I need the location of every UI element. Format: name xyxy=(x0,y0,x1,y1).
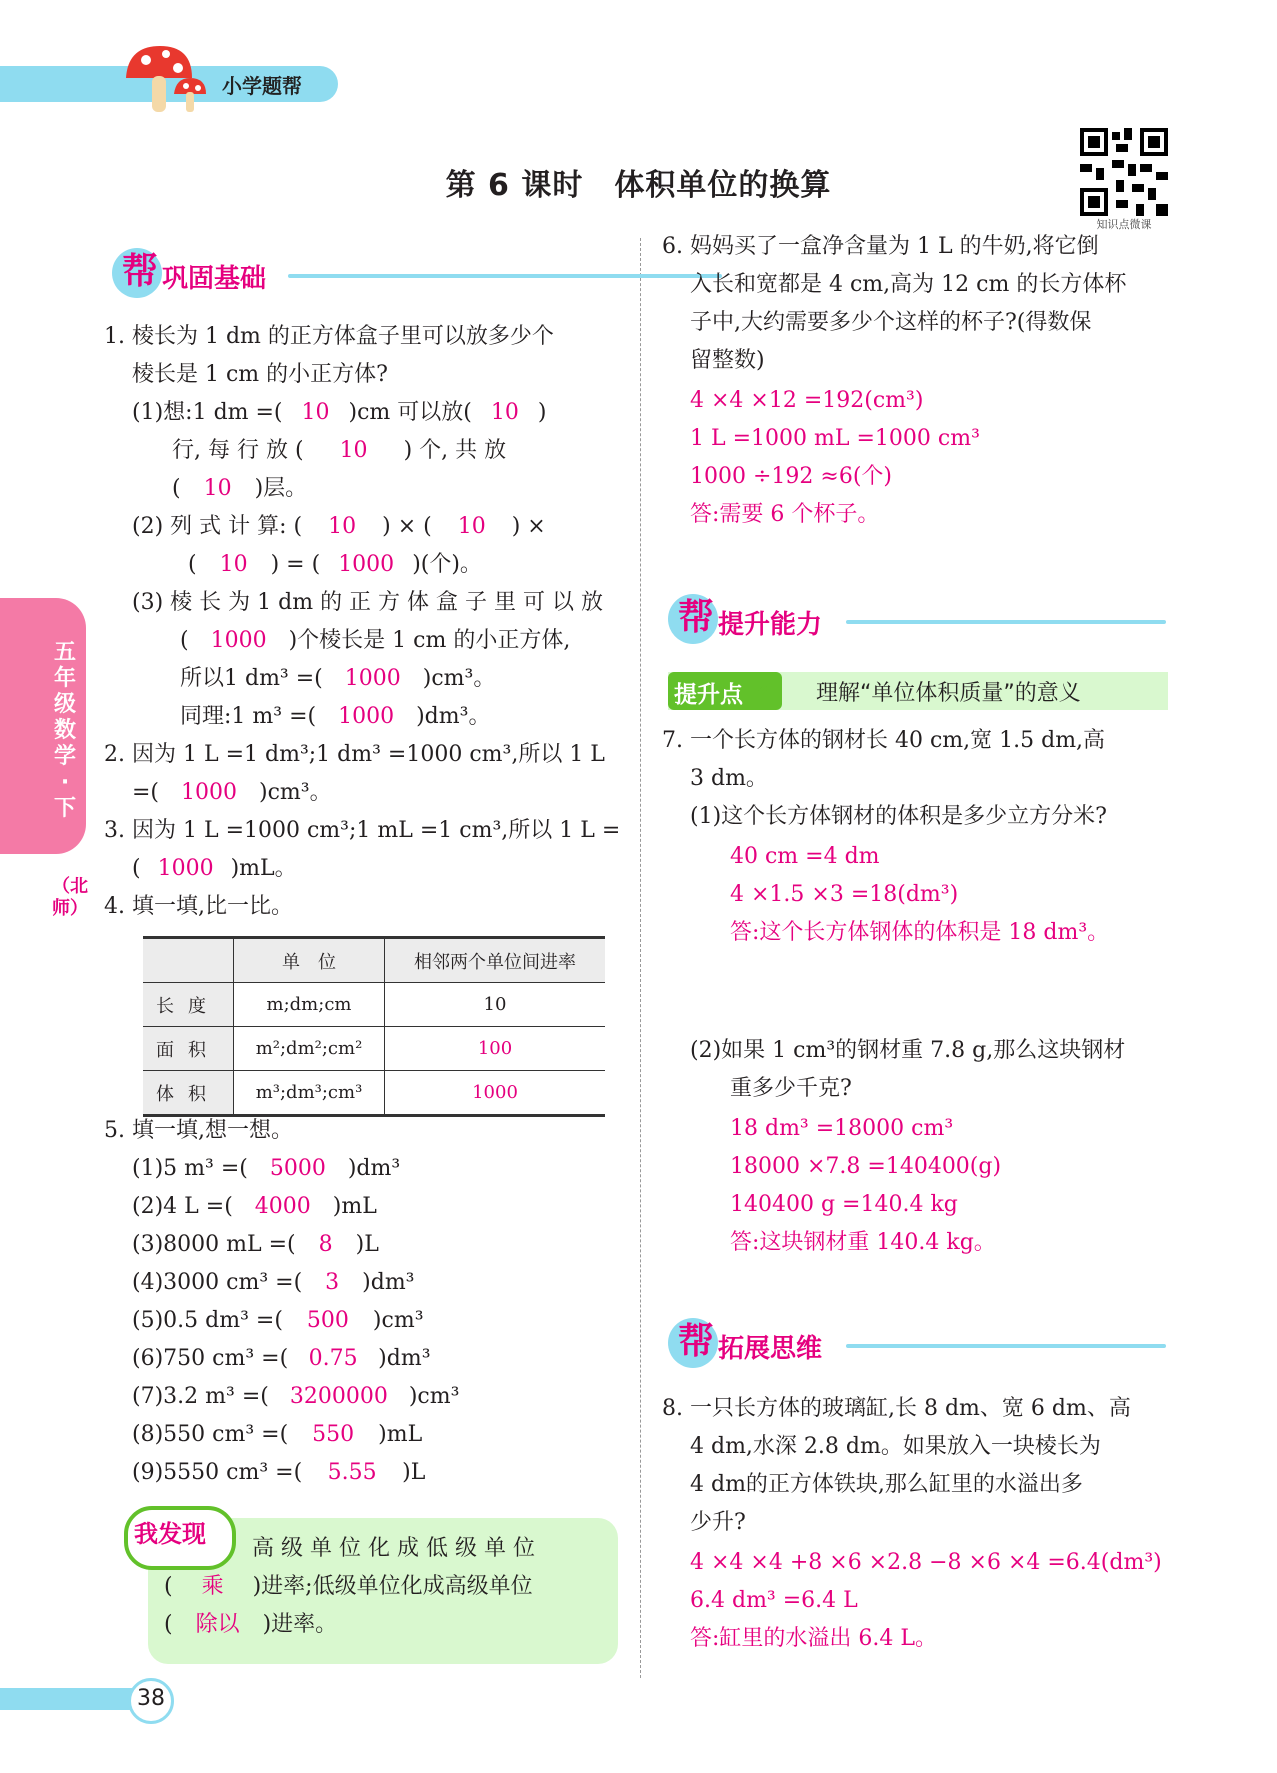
text: =( xyxy=(132,780,160,805)
q1-part1 xyxy=(172,434,506,468)
q7-answer: 答:这个长方体钢体的体积是 18 dm³。 xyxy=(730,920,1110,945)
q7-part2: (2)如果 1 cm³的钢材重 7.8 g,那么这块钢材 xyxy=(690,1038,1126,1063)
answer: 0.75 xyxy=(308,1346,358,1371)
section-line xyxy=(846,620,1166,624)
q7-solution: 140400 g =140.4 kg xyxy=(730,1192,958,1217)
q7-stem: 7. 一个长方体的钢材长 40 cm,宽 1.5 dm,高 xyxy=(662,728,1106,753)
answer: 乘 xyxy=(201,1574,224,1599)
q1-part2 xyxy=(188,548,482,582)
list-item xyxy=(132,1190,377,1224)
list-item xyxy=(132,1418,422,1452)
table-header xyxy=(143,938,234,983)
unit-rate-table xyxy=(143,936,605,1117)
table-header: 相邻两个单位间进率 xyxy=(385,938,606,983)
answer: 10 xyxy=(301,400,330,425)
answer: 1000 xyxy=(157,856,214,881)
text: ( xyxy=(188,552,197,577)
text: (2)4 L =( xyxy=(132,1194,233,1219)
text: )(个)。 xyxy=(412,552,482,577)
list-item xyxy=(132,1342,431,1376)
q8-solution: 4 ×4 ×4 +8 ×6 ×2.8 −8 ×6 ×4 =6.4(dm³) xyxy=(690,1550,1162,1575)
q6-solution: 1 L =1000 mL =1000 cm³ xyxy=(690,426,980,451)
side-tab-edition: （北师） xyxy=(52,876,88,919)
table-row xyxy=(143,983,605,1027)
text: 同理:1 m³ =( xyxy=(180,704,317,729)
answer: 10 xyxy=(219,552,248,577)
q7-answer: 答:这块钢材重 140.4 kg。 xyxy=(730,1230,996,1255)
list-item xyxy=(132,1456,425,1490)
column-divider xyxy=(640,238,641,1678)
text: )dm³ xyxy=(347,1156,401,1181)
text: )cm³。 xyxy=(259,780,332,805)
table-cell: 面积 xyxy=(143,1027,234,1071)
table-cell: 10 xyxy=(385,983,606,1027)
text: (5)0.5 dm³ =( xyxy=(132,1308,283,1333)
answer: 除以 xyxy=(195,1612,240,1637)
answer: 4000 xyxy=(254,1194,311,1219)
section-ability-title: 提升能力 xyxy=(718,610,823,640)
section-basics-title: 巩固基础 xyxy=(162,264,267,294)
text: )进率;低级单位化成高级单位 xyxy=(252,1574,533,1599)
text: ) xyxy=(537,400,547,425)
table-row xyxy=(143,1027,605,1071)
text: )cm 可以放( xyxy=(348,400,472,425)
text: )L xyxy=(355,1232,379,1257)
answer: 10 xyxy=(339,438,368,463)
answer: 5000 xyxy=(269,1156,326,1181)
q7-part1: (1)这个长方体钢材的体积是多少立方分米? xyxy=(690,804,1107,829)
discovery-text xyxy=(164,1570,533,1604)
answer: 5.55 xyxy=(327,1460,377,1485)
text: )dm³ xyxy=(378,1346,431,1371)
q7-stem: 3 dm。 xyxy=(690,766,768,791)
answer: 10 xyxy=(490,400,519,425)
q6-solution: 4 ×4 ×12 =192(cm³) xyxy=(690,388,924,413)
q2-stem: 2. 因为 1 L =1 dm³;1 dm³ =1000 cm³,所以 1 L xyxy=(104,742,605,767)
text: (2) 列 式 计 算: ( xyxy=(132,514,303,539)
mushroom-icon xyxy=(118,40,218,120)
section-bang: 帮 xyxy=(122,251,159,292)
q1-part3 xyxy=(180,700,490,734)
q1-part1 xyxy=(132,396,546,430)
list-item xyxy=(132,1152,400,1186)
q6-stem: 入长和宽都是 4 cm,高为 12 cm 的长方体杯 xyxy=(690,272,1127,297)
q1-stem: 棱长是 1 cm 的小正方体? xyxy=(132,362,388,387)
text: )cm³ xyxy=(408,1384,460,1409)
text: )dm³ xyxy=(362,1270,415,1295)
table-header: 单 位 xyxy=(234,938,385,983)
q3-stem: 3. 因为 1 L =1000 cm³;1 mL =1 cm³,所以 1 L = xyxy=(104,818,621,843)
text: )L xyxy=(402,1460,426,1485)
text: )dm³。 xyxy=(416,704,491,729)
text: (1)5 m³ =( xyxy=(132,1156,248,1181)
section-basics xyxy=(112,248,612,298)
page-number: 38 xyxy=(137,1686,165,1711)
answer: 10 xyxy=(328,514,357,539)
table-cell: 体积 xyxy=(143,1071,234,1116)
table-header-row xyxy=(143,938,605,983)
answer: 10 xyxy=(457,514,486,539)
text: (6)750 cm³ =( xyxy=(132,1346,289,1371)
table-row xyxy=(143,1071,605,1116)
answer: 1000 xyxy=(344,666,401,691)
text: (8)550 cm³ =( xyxy=(132,1422,289,1447)
discovery-text xyxy=(164,1608,337,1642)
answer: 10 xyxy=(203,476,232,501)
qr-caption: 知识点微课 xyxy=(1096,218,1152,231)
q8-stem: 少升? xyxy=(690,1510,746,1535)
q2-answer-line xyxy=(132,776,332,810)
table-cell: 长度 xyxy=(143,983,234,1027)
text: (7)3.2 m³ =( xyxy=(132,1384,269,1409)
text: )mL。 xyxy=(230,856,297,881)
table-cell-answer: 100 xyxy=(385,1027,606,1071)
table-cell: m³;dm³;cm³ xyxy=(234,1071,385,1116)
section-line xyxy=(846,1344,1166,1348)
lesson-title: 第 6 课时 体积单位的换算 xyxy=(445,168,832,203)
table-cell-answer: 1000 xyxy=(385,1071,606,1116)
answer: 8 xyxy=(318,1232,333,1257)
q1-part2 xyxy=(132,510,546,544)
q8-solution: 6.4 dm³ =6.4 L xyxy=(690,1588,858,1613)
q5-stem: 5. 填一填,想一想。 xyxy=(104,1118,293,1143)
text: 行, 每 行 放 ( xyxy=(172,438,304,463)
text: (1)想:1 dm =( xyxy=(132,400,283,425)
list-item xyxy=(132,1266,415,1300)
text: )层。 xyxy=(254,476,308,501)
discovery-text: 高 级 单 位 化 成 低 级 单 位 xyxy=(252,1536,535,1561)
q6-stem: 留整数) xyxy=(690,348,765,373)
q1-part3 xyxy=(180,662,495,696)
text: ) × xyxy=(511,514,546,539)
q1-part1 xyxy=(172,472,307,506)
discovery-label: 我发现 xyxy=(134,1520,206,1548)
q7-solution: 40 cm =4 dm xyxy=(730,844,880,869)
answer: 1000 xyxy=(210,628,267,653)
q7-solution: 18000 ×7.8 =140400(g) xyxy=(730,1154,1002,1179)
list-item xyxy=(132,1380,459,1414)
q6-stem: 6. 妈妈买了一盒净含量为 1 L 的牛奶,将它倒 xyxy=(662,234,1099,259)
list-item xyxy=(132,1304,424,1338)
arrow-icon: ➶ xyxy=(756,672,777,700)
q1-part3 xyxy=(180,624,570,658)
text: )mL xyxy=(332,1194,377,1219)
section-line xyxy=(288,274,722,278)
text: ( xyxy=(164,1612,173,1637)
text: ( xyxy=(132,856,141,881)
q6-answer: 答:需要 6 个杯子。 xyxy=(690,502,880,527)
section-ability xyxy=(668,594,1168,644)
text: )个棱长是 1 cm 的小正方体, xyxy=(288,628,571,653)
q8-stem: 4 dm,水深 2.8 dm。如果放入一块棱长为 xyxy=(690,1434,1101,1459)
text: )cm³。 xyxy=(422,666,496,691)
q7-part2: 重多少千克? xyxy=(730,1076,852,1101)
answer: 550 xyxy=(312,1422,355,1447)
text: )mL xyxy=(378,1422,423,1447)
table-cell: m²;dm²;cm² xyxy=(234,1027,385,1071)
text: ) 个, 共 放 xyxy=(403,438,507,463)
keypoint-text: 理解“单位体积质量”的意义 xyxy=(816,681,1081,706)
text: (9)5550 cm³ =( xyxy=(132,1460,303,1485)
q6-stem: 子中,大约需要多少个这样的杯子?(得数保 xyxy=(690,310,1092,335)
table-cell: m;dm;cm xyxy=(234,983,385,1027)
q3-answer-line xyxy=(132,852,297,886)
answer: 500 xyxy=(306,1308,349,1333)
answer: 3200000 xyxy=(289,1384,388,1409)
brand-name: 小学题帮 xyxy=(222,74,302,98)
list-item xyxy=(132,1228,379,1262)
text: ( xyxy=(180,628,189,653)
text: ( xyxy=(164,1574,173,1599)
answer: 3 xyxy=(325,1270,340,1295)
answer: 1000 xyxy=(338,552,395,577)
text: 所以1 dm³ =( xyxy=(180,666,323,691)
section-extension-title: 拓展思维 xyxy=(718,1334,823,1364)
text: )进率。 xyxy=(262,1612,338,1637)
text: (3)8000 mL =( xyxy=(132,1232,296,1257)
text: )cm³ xyxy=(372,1308,424,1333)
section-extension xyxy=(668,1318,1168,1368)
q6-solution: 1000 ÷192 ≈6(个) xyxy=(690,464,892,489)
q1-part3: (3) 棱 长 为 1 dm 的 正 方 体 盒 子 里 可 以 放 xyxy=(132,590,604,615)
q8-stem: 4 dm的正方体铁块,那么缸里的水溢出多 xyxy=(690,1472,1083,1497)
q1-stem: 1. 棱长为 1 dm 的正方体盒子里可以放多少个 xyxy=(104,324,554,349)
side-tab-grade: 五年级数学·下 xyxy=(53,640,76,821)
section-bang: 帮 xyxy=(678,597,715,638)
text: ) × ( xyxy=(382,514,432,539)
q8-stem: 8. 一只长方体的玻璃缸,长 8 dm、宽 6 dm、高 xyxy=(662,1396,1131,1421)
q7-solution: 18 dm³ =18000 cm³ xyxy=(730,1116,954,1141)
section-bang: 帮 xyxy=(678,1321,715,1362)
answer: 1000 xyxy=(338,704,395,729)
keypoint-label: 提升点 xyxy=(674,682,743,708)
q8-answer: 答:缸里的水溢出 6.4 L。 xyxy=(690,1626,937,1651)
text: ) = ( xyxy=(270,552,321,577)
q4-stem: 4. 填一填,比一比。 xyxy=(104,894,293,919)
answer: 1000 xyxy=(181,780,238,805)
text: (4)3000 cm³ =( xyxy=(132,1270,303,1295)
q7-solution: 4 ×1.5 ×3 =18(dm³) xyxy=(730,882,959,907)
qr-code-icon[interactable] xyxy=(1080,128,1168,216)
text: ( xyxy=(172,476,181,501)
